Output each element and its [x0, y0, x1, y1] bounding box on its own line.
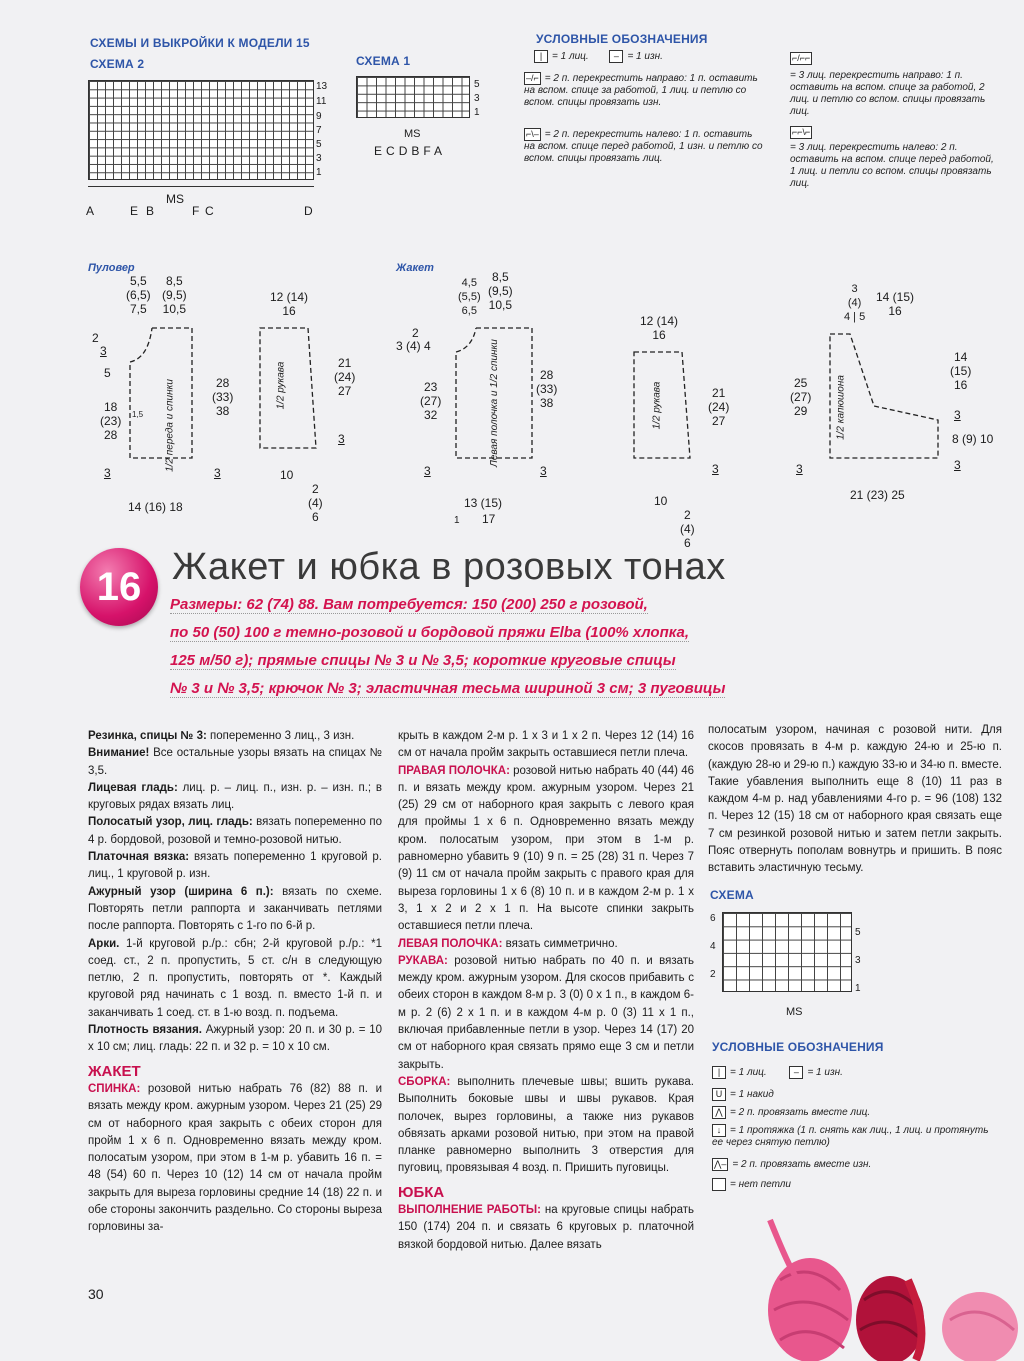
pullover-measure: 18 (23) 28 — [100, 400, 122, 442]
jacket-measure: 3 (4) 4 — [396, 339, 431, 353]
column-1: Резинка, спицы № 3: попеременно 3 лиц., 3 изн. Внимание! Все остальные узоры вязать на спицах № 3,5. Лицевая гладь: лиц. р. – лиц. п., изн. р. – изн. п.; в круговых рядах вязать лиц. Полосатый узор, лиц. гладь: вязать попеременно по 4 р. бордовой, розовой и темно-розовой нитью. Платочная вязка: вязать попеременно 1 круговой р. лиц., 1 круговой р. изн. Ажурный узор (ширина 6 п.): вязать по схеме. Повторять петли раппорта и заканчивать петлями после раппорта. Повторять с 1-го по 6-й р. Арки. 1-й круговой р./р.: сбн; 2-й круговой р./р.: *1 соед. ст., 2 п. пропустить, 5 ст. с/н в следующую петлю, 2 п. пропустить, повторять от *. Каждый круговой ряд начинать с 1 возд. п. вместо 1-й п. и заканчивать 1 соед. ст. в 1-ю возд. п. подъема. Плотность вязания. Ажурный узор: 20 п. и 30 р. = 10 х 10 см; лиц. гладь: 22 п. и 32 р. = 10 х 10 см. ЖАКЕТ СПИНКА: розовой нитью набрать 76 (82) 88 п. и вязать между кром. ажурным узором. Через 21 (25) 29 см от наборного края закрыть с обеих сторон для пройм 1 х 6 п. Одновременно вязать между кром. полосатым узором, при этом в 1-м р. убавить 16 п. = 48 (54) 60 п. Через 10 (12) 14 см от начала пройм закрыть для выреза горловины средние 14 (18) 22 п. и обе стороны закончить раздельно. Со стороны выреза горловины за- — [88, 730, 383, 1234]
jacket-sleeve-top: 12 (14) 16 — [640, 314, 679, 342]
legend15-cross-right-2: –/⌐ = 2 п. перекрестить направо: 1 п. оставить на вспом. спице за работой, 1 лиц. и петлю со вспом. спицы провязать изн. — [524, 73, 758, 109]
pullover-body-label: 1/2 переда и спинки — [164, 379, 176, 472]
scheme2-row: 7 — [316, 125, 322, 136]
hood-top-left: 3 (4) 4 | 5 — [844, 283, 866, 323]
jacket-sleeve-bottom: 10 — [654, 494, 668, 508]
hood-right2: 8 (9) 10 — [952, 432, 994, 446]
pullover-height: 28 (33) 38 — [212, 376, 234, 418]
pullover-sleeve-top: 12 (14) 16 — [270, 290, 309, 318]
legend15-cross-right-3: = 3 лиц. перекрестить направо: 1 п. оставить на вспом. спице за работой, 2 лиц. и петлю со вспом. спицы провязать лиц. — [790, 70, 986, 117]
jacket-measure: 3 — [540, 464, 547, 478]
jacket-bottom: 13 (15) — [464, 496, 503, 510]
legend15-title: УСЛОВНЫЕ ОБОЗНАЧЕНИЯ — [536, 32, 708, 46]
cross-right-2-icon: –/⌐ — [526, 73, 539, 83]
pullover-label: Пуловер — [88, 262, 135, 274]
materials-line: 125 м/50 г); прямые спицы № 3 и № 3,5; короткие круговые спицы — [170, 652, 676, 669]
scheme2-marker: E — [130, 204, 139, 218]
legend-k2tog: = 2 п. провязать вместе лиц. — [730, 1107, 871, 1119]
jacket-sleeve-outline — [632, 350, 694, 462]
scheme1-row: 1 — [474, 107, 480, 118]
yarn-skeins-image — [740, 1200, 1024, 1361]
scheme2-title: СХЕМА 2 — [90, 57, 145, 71]
scheme2-row: 1 — [316, 167, 322, 178]
jacket-measure: 1 — [454, 515, 460, 526]
pullover-neck: 5,5 (6,5) 7,5 — [126, 274, 151, 316]
page-number: 30 — [88, 1286, 104, 1302]
hood-bottom: 21 (23) 25 — [850, 488, 905, 502]
jacket-body-label: Левая полочка и 1/2 спинки — [489, 339, 500, 467]
skirt-scheme-row: 2 — [710, 969, 716, 980]
pullover-measure: 3 — [104, 466, 111, 480]
no-stitch-icon — [712, 1178, 726, 1191]
skirt-scheme-title: СХЕМА — [710, 888, 754, 902]
p2tog-icon: ⋀– — [714, 1159, 727, 1169]
pullover-shoulder: 8,5 (9,5) 10,5 — [162, 274, 187, 316]
pullover-sleeve-height: 21 (24) 27 — [334, 356, 356, 398]
hood-top: 14 (15) 16 — [876, 290, 915, 318]
skirt-scheme-row: 5 — [855, 927, 861, 938]
legend-slip: = 1 протяжка (1 п. снять как лиц., 1 лиц. и протянуть ее через снятую петлю) — [712, 1125, 989, 1149]
scheme2-marker: A — [86, 204, 95, 218]
skirt-scheme-ms: MS — [786, 1006, 803, 1018]
legend-yarn-over: = 1 накид — [730, 1089, 774, 1101]
jacket-sleeve-label: 1/2 рукава — [651, 381, 663, 430]
scheme2-marker: F — [192, 204, 200, 218]
pullover-measure: 3 — [214, 466, 221, 480]
pullover-measure: 2 — [92, 331, 99, 345]
legend-no-stitch: = нет петли — [730, 1179, 791, 1191]
pullover-body-outline — [128, 322, 198, 462]
jacket-height: 28 (33) 38 — [536, 368, 558, 410]
scheme2-marker: MS — [166, 192, 184, 206]
scheme2-row: 3 — [316, 153, 322, 164]
skirt-scheme-row: 4 — [710, 941, 716, 952]
column-2: крыть в каждом 2-м р. 1 х 3 и 1 х 2 п. Через 12 (14) 16 см от начала пройм закрыть оставшиеся петли плеча. ПРАВАЯ ПОЛОЧКА: розовой нитью набрать 40 (44) 46 п. и вязать между кром. ажурным узором. Через 21 (25) 29 см от наборного края закрыть с левого края для проймы 1 х 6 п. Одновременно вязать между кром. полосатым узором, при этом в 1-м р. равномерно убавить 9 (10) 9 п. = 25 (28) 31 п. Через 7 (9) 11 см от начала пройм закрыть с правого края для выреза горловины 1 х 6 (8) 10 п. и в каждом 2-м р. 1 х 3, 1 х 2 и 2 х 1 п. На высоте спинки закрыть оставшиеся петли плеча. ЛЕВАЯ ПОЛОЧКА: вязать симметрично. РУКАВА: розовой нитью набрать по 40 п. и вязать между кром. ажурным узором. Для скосов прибавить с обеих сторон в каждом 8-м р. 3 (0) 0 х 1 п., в каждом 6-м р. 2 (6) 2 х 1 п. и в каждом 4-м р. 0 (3) 11 х 1 п., включая прибавленные петли в узор. Через 14 (17) 20 см от наборного края связать прямо еще 3 см и петли закрыть. СБОРКА: выполнить плечевые швы; вшить рукава. Выполнить боковые швы и швы рукавов. Края полочек, вырез горловины, а также низ рукавов обвязать арками розовой нитью, при этом на правой планке равномерно выполнить 3 отверстия для пуговиц, провязывая 4 возд. п. Пришить пуговицы. ЮБКА ВЫПОЛНЕНИЕ РАБОТЫ: на круговые спицы набрать 150 (174) 204 п. и связать 6 круговых р. платочной вязкой бордовой нитью. Далее вязать — [398, 730, 694, 1251]
scheme2-chart — [88, 80, 314, 180]
slip-icon: ↓ — [712, 1124, 726, 1137]
pullover-measure: 5 — [104, 366, 111, 380]
legend15-cross-left-3: = 3 лиц. перекрестить налево: 2 п. оставить на вспом. спице перед работой, 1 лиц. и петли со вспом. спицы провязать лиц. — [790, 142, 994, 189]
skirt-scheme-row: 3 — [855, 955, 861, 966]
skirt-legend-title: УСЛОВНЫЕ ОБОЗНАЧЕНИЯ — [712, 1040, 884, 1054]
purl-icon: – — [609, 50, 623, 63]
skirt-scheme-row: 6 — [710, 913, 716, 924]
scheme1-title: СХЕМА 1 — [356, 54, 411, 68]
scheme2-marker: B — [146, 204, 155, 218]
scheme2-row: 9 — [316, 111, 322, 122]
materials-line: Размеры: 62 (74) 88. Вам потребуется: 150 (200) 250 г розовой, — [170, 596, 648, 613]
scheme1-markers: ECDBFA — [374, 144, 447, 158]
scheme2-marker: D — [304, 204, 313, 218]
jacket-measure: 2 — [412, 326, 419, 340]
scheme2-marker: C — [205, 204, 214, 218]
hood-label: 1/2 капюшона — [835, 375, 847, 440]
scheme1-chart — [356, 76, 470, 118]
hood-measure: 3 — [954, 458, 961, 472]
skirt-scheme-row: 1 — [855, 983, 861, 994]
skirt-scheme-chart — [722, 912, 852, 992]
scheme1-ms: MS — [404, 128, 421, 140]
legend15-cross-left-2: ⌐\– = 2 п. перекрестить налево: 1 п. оставить на вспом. спице перед работой, 1 изн. и петлю со вспом. спицы провязать лиц. — [524, 129, 763, 165]
section-skirt: ЮБКА — [398, 1183, 445, 1201]
legend-purl: = 1 изн. — [807, 1067, 843, 1079]
pullover-sleeve-outline — [258, 326, 318, 452]
pullover-sleeve-side: 2 (4) 6 — [308, 482, 323, 524]
pullover-sleeve-bottom: 10 — [280, 468, 294, 482]
hood-measure: 3 — [796, 462, 803, 476]
scheme2-baseline — [88, 186, 314, 187]
knit-icon: | — [712, 1066, 726, 1079]
scheme2-row: 13 — [316, 81, 328, 92]
column-3: полосатым узором, начиная с розовой нити. Для скосов провязать в 4-м р. каждую 24-ю и 25-ю п. (каждую 28-ю и 29-ю п.) каждую 33-ю и 34-ю п. вместе. Такие убавления выполнить еще 8 (10) 11 раз в каждом 4-м р. над убавлениями 4-го р. = 96 (108) 132 п. Через 12 (15) 18 см от наборного края связать еще 7 см резинкой розовой нитью и затем петли закрыть. Пояс отвернуть пополам вовнутрь и пришить. В пояс вставить эластичную тесьму. — [708, 724, 1002, 875]
pullover-measure: 3 — [100, 344, 107, 358]
pullover-measure: 1,5 — [132, 410, 144, 419]
jacket-measure: 3 — [712, 462, 719, 476]
hood-right: 14 (15) 16 — [950, 350, 972, 392]
pullover-measure: 3 — [338, 432, 345, 446]
model-title: Жакет и юбка в розовых тонах — [172, 546, 726, 588]
purl-icon: – — [789, 1066, 803, 1079]
scheme1-row: 5 — [474, 79, 480, 90]
schemes-title: СХЕМЫ И ВЫКРОЙКИ К МОДЕЛИ 15 — [90, 36, 310, 50]
scheme1-row: 3 — [474, 93, 480, 104]
jacket-bottom: 17 — [482, 512, 496, 526]
jacket-sleeve-height: 21 (24) 27 — [708, 386, 730, 428]
pullover-sleeve-label: 1/2 рукава — [275, 361, 287, 410]
jacket-left: 23 (27) 32 — [420, 380, 442, 422]
legend15-knit: | = 1 лиц. – = 1 изн. — [534, 50, 663, 63]
materials-line: по 50 (50) 100 г темно-розовой и бордовой пряжи Elba (100% хлопка, — [170, 624, 690, 641]
pullover-bottom: 14 (16) 18 — [128, 500, 183, 514]
yarn-over-icon: U — [712, 1088, 726, 1101]
knit-icon: | — [534, 50, 548, 63]
scheme2-row: 11 — [316, 96, 327, 107]
cross-right-3-icon: ⌐/⌐⌐ — [792, 53, 811, 63]
legend-knit: = 1 лиц. — [730, 1067, 767, 1079]
jacket-label: Жакет — [396, 262, 434, 274]
legend-p2tog: = 2 п. провязать вместе изн. — [732, 1159, 872, 1171]
cross-left-2-icon: ⌐\– — [526, 129, 539, 139]
cross-left-3-icon: ⌐⌐\⌐ — [792, 127, 811, 137]
scheme2-row: 5 — [316, 139, 322, 150]
jacket-measure: 3 — [424, 464, 431, 478]
hood-measure: 3 — [954, 408, 961, 422]
jacket-shoulder: 8,5 (9,5) 10,5 — [488, 270, 513, 312]
section-jacket: ЖАКЕТ — [88, 1062, 141, 1080]
jacket-sleeve-side: 2 (4) 6 — [680, 508, 695, 550]
jacket-neck: 4,5 (5,5) 6,5 — [458, 277, 481, 317]
k2tog-icon: ⋀ — [712, 1106, 726, 1119]
hood-left: 25 (27) 29 — [790, 376, 812, 418]
materials-line: № 3 и № 3,5; крючок № 3; эластичная тесьма шириной 3 см; 3 пуговицы — [170, 680, 726, 697]
model-number-badge: 16 — [80, 548, 158, 626]
